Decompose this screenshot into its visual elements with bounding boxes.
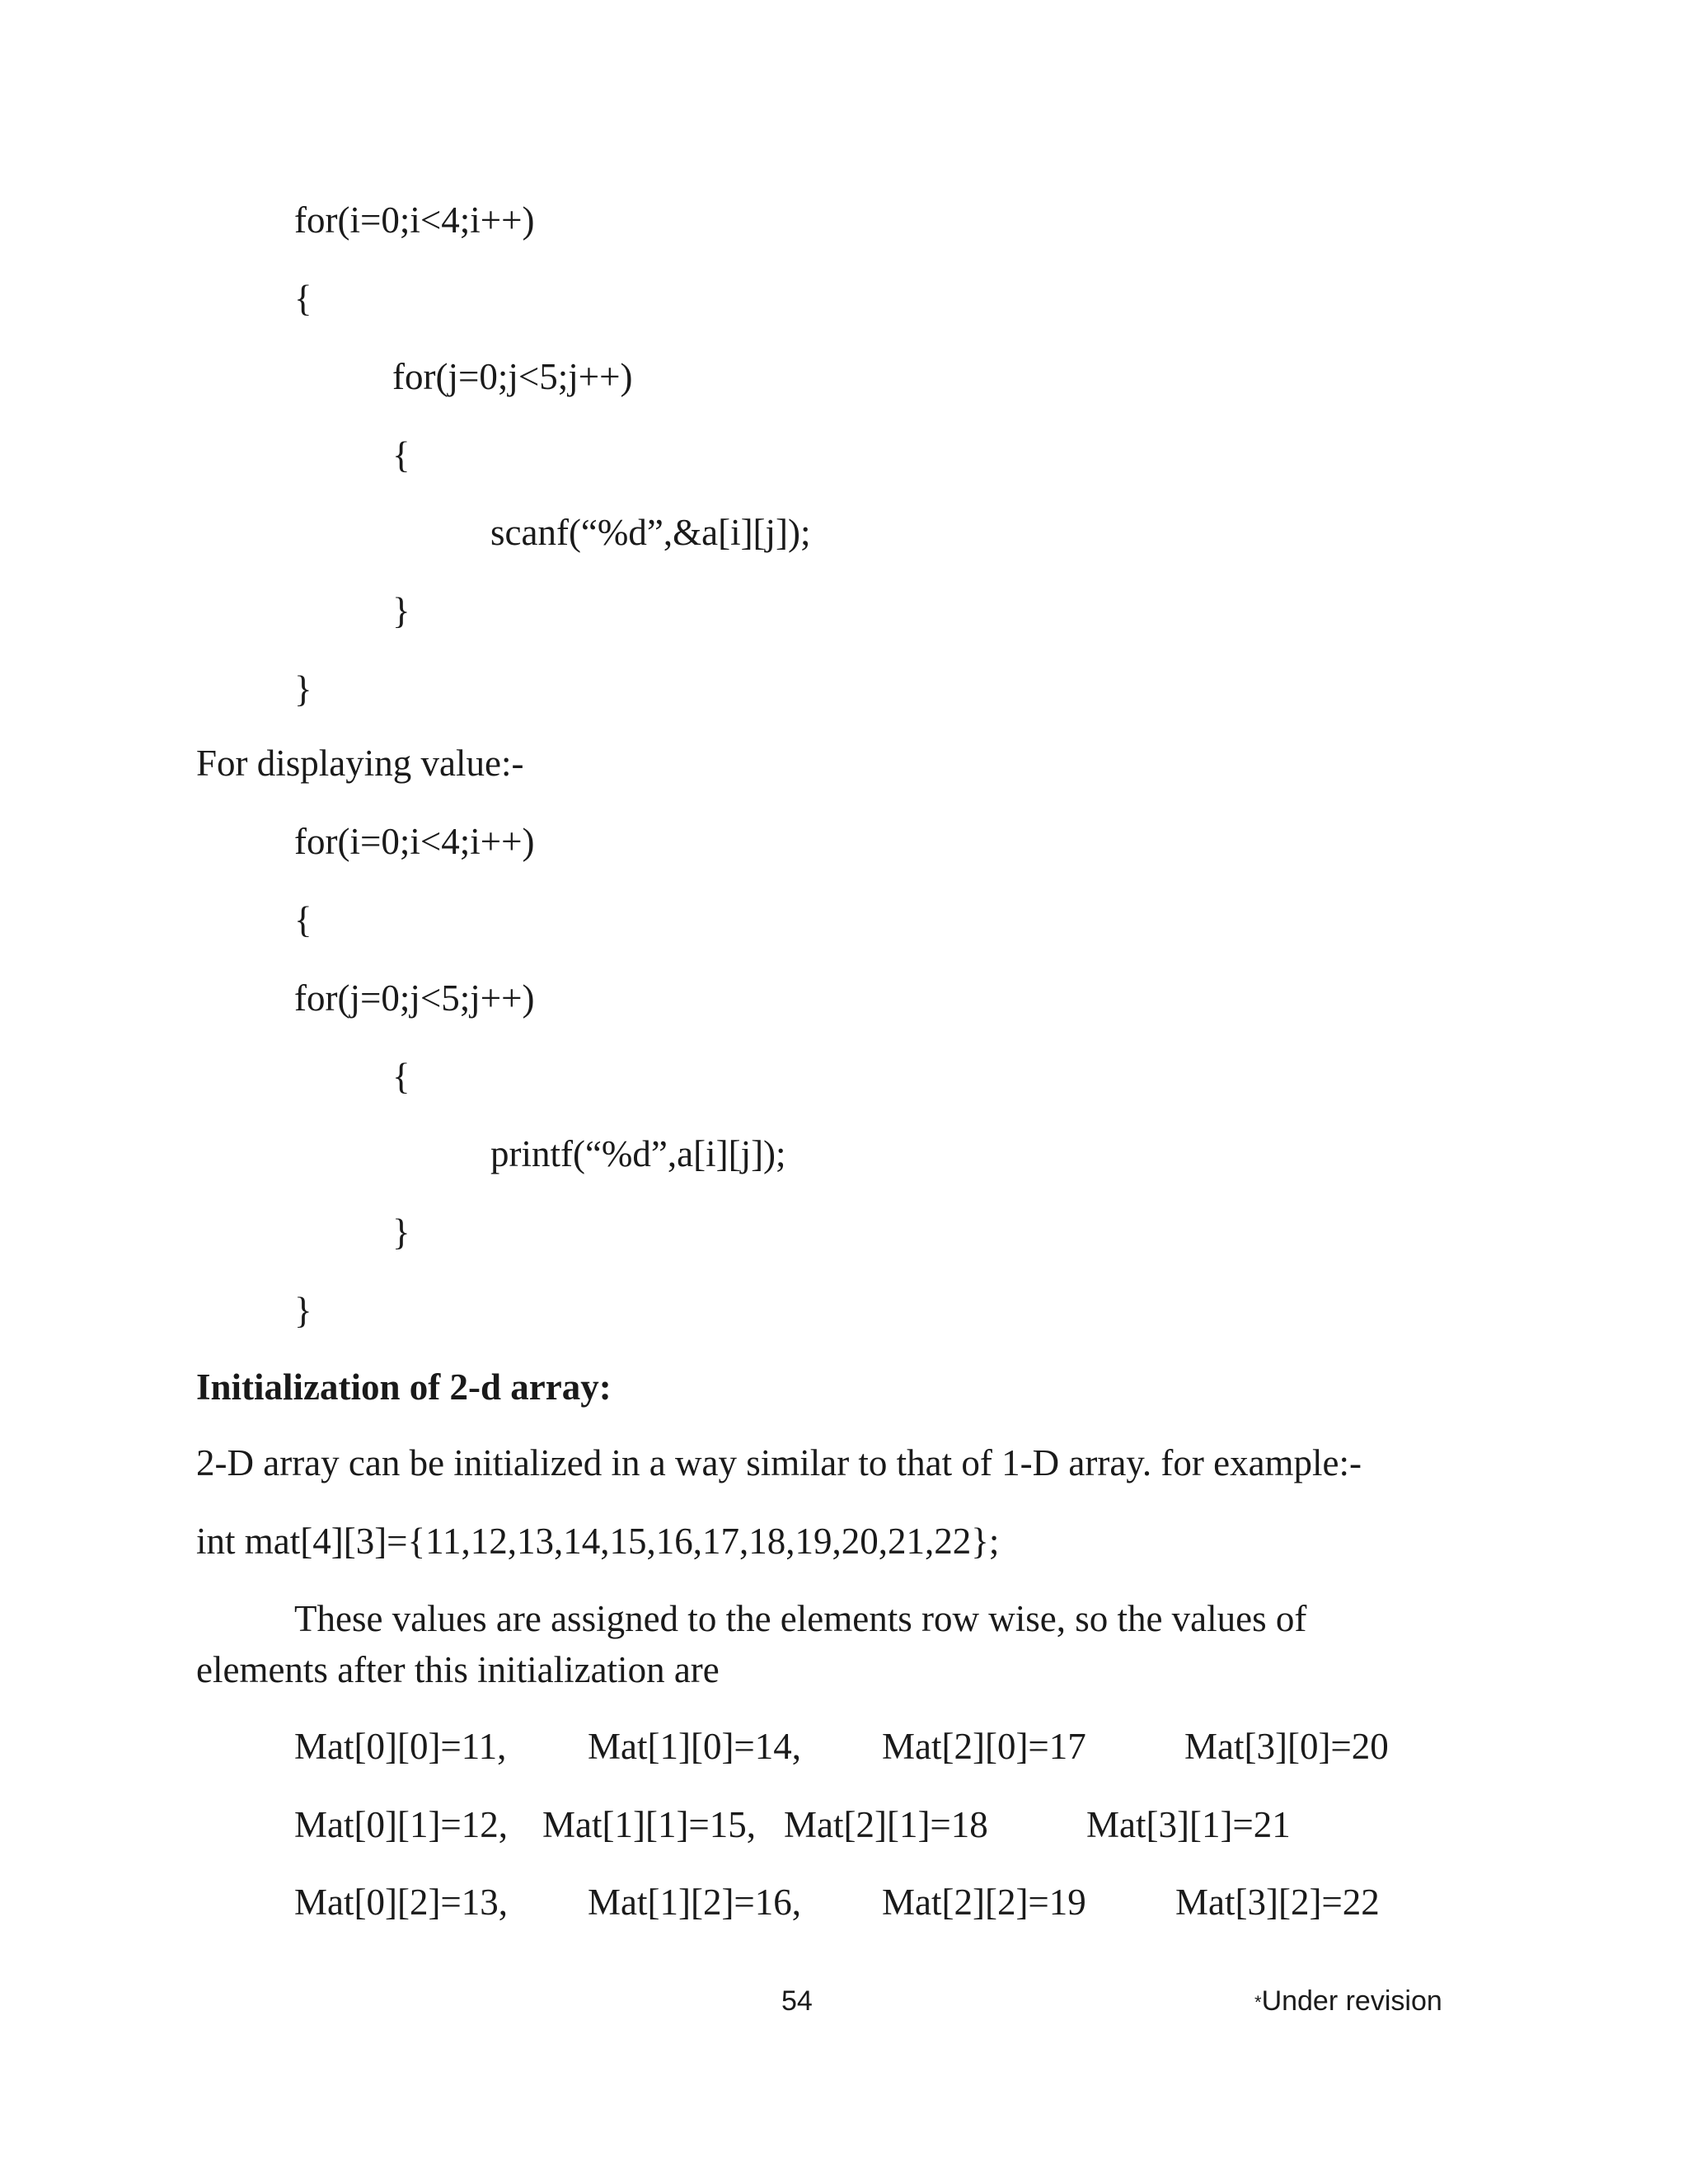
value-item: Mat[3][1]=21 bbox=[1086, 1804, 1291, 1845]
code-line: { bbox=[392, 1056, 410, 1097]
value-item: Mat[2][2]=19 bbox=[882, 1882, 1086, 1923]
code-line: for(i=0;i<4;i++) bbox=[294, 199, 535, 241]
paragraph: 2-D array can be initialized in a way similar to that of 1-D array. for example:- bbox=[196, 1442, 1362, 1483]
code-line: for(i=0;i<4;i++) bbox=[294, 821, 535, 862]
value-item: Mat[0][2]=13, bbox=[294, 1882, 509, 1923]
code-line: } bbox=[294, 668, 312, 710]
declaration-line: int mat[4][3]={11,12,13,14,15,16,17,18,19,20,21,22}; bbox=[196, 1521, 1000, 1562]
paragraph: elements after this initialization are bbox=[196, 1649, 720, 1690]
value-item: Mat[3][2]=22 bbox=[1175, 1882, 1380, 1923]
value-item: Mat[0][1]=12, bbox=[294, 1804, 509, 1845]
code-line: { bbox=[294, 278, 312, 319]
code-line: printf(“%d”,a[i][j]); bbox=[490, 1133, 786, 1174]
revision-note bbox=[1254, 1985, 1442, 2019]
code-line: for(j=0;j<5;j++) bbox=[294, 977, 535, 1019]
value-item: Mat[0][0]=11, bbox=[294, 1726, 507, 1767]
page-number: 54 bbox=[781, 1985, 813, 2017]
code-line: } bbox=[392, 590, 410, 631]
value-item: Mat[3][0]=20 bbox=[1184, 1726, 1389, 1767]
code-line: for(j=0;j<5;j++) bbox=[392, 356, 633, 397]
code-line: { bbox=[392, 434, 410, 476]
section-heading: Initialization of 2-d array: bbox=[196, 1366, 612, 1408]
value-item: Mat[1][0]=14, bbox=[588, 1726, 802, 1767]
value-item: Mat[2][0]=17 bbox=[882, 1726, 1086, 1767]
paragraph: These values are assigned to the elements row wise, so the values of bbox=[294, 1598, 1307, 1639]
display-heading: For displaying value:- bbox=[196, 743, 524, 784]
code-line: } bbox=[294, 1290, 312, 1331]
revision-text: Under revision bbox=[1261, 1985, 1442, 2017]
value-item: Mat[2][1]=18 bbox=[784, 1804, 988, 1845]
revision-star: * bbox=[1254, 1992, 1262, 2013]
code-line: } bbox=[392, 1212, 410, 1253]
code-line: scanf(“%d”,&a[i][j]); bbox=[490, 512, 811, 553]
value-item: Mat[1][1]=15, bbox=[542, 1804, 757, 1845]
code-line: { bbox=[294, 899, 312, 940]
value-item: Mat[1][2]=16, bbox=[588, 1882, 802, 1923]
